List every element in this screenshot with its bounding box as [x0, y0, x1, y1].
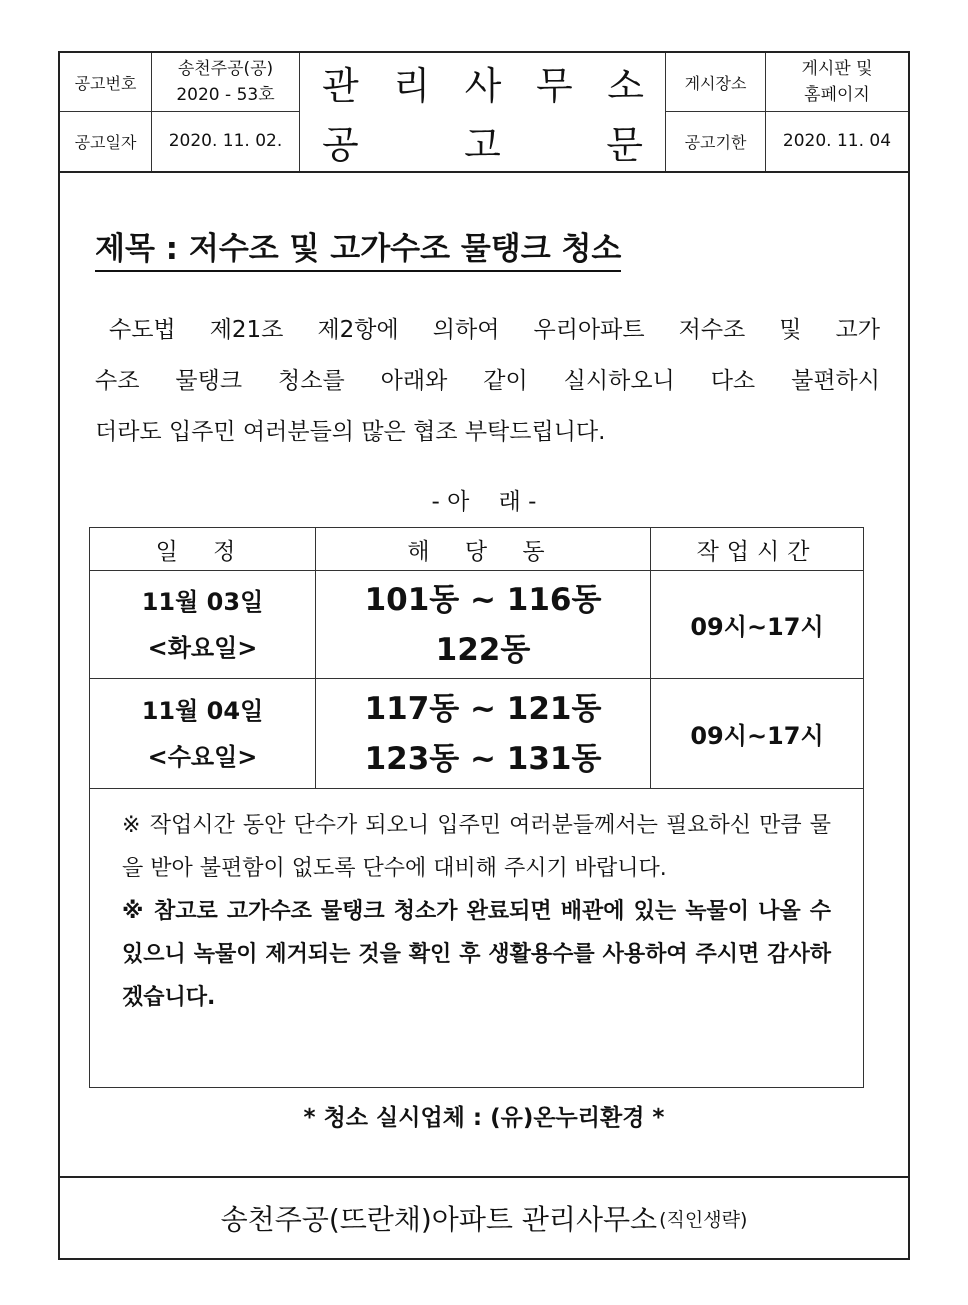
- schedule-header-date: 일 정: [90, 528, 316, 571]
- notice-date-label: 공고일자: [60, 111, 152, 171]
- schedule-buildings-line2: 122동: [435, 631, 531, 668]
- schedule-buildings-line1: 117동 ~ 121동: [364, 690, 602, 727]
- header-row-divider-right: [666, 111, 908, 112]
- intro-line1: 수도법 제21조 제2항에 의하여 우리아파트 저수조 및 고가: [109, 317, 880, 343]
- schedule-buildings-line1: 101동 ~ 116동: [364, 581, 602, 618]
- schedule-date-cell: [90, 571, 316, 679]
- schedule-time: 09시~17시: [651, 571, 864, 679]
- deadline-label: 공고기한: [666, 111, 766, 171]
- title-char: 리: [393, 63, 431, 108]
- schedule-day: <화요일>: [147, 633, 258, 662]
- notice-no-value: [152, 53, 300, 111]
- post-place-value: [766, 53, 908, 111]
- title-char: 문: [606, 122, 643, 167]
- intro-paragraph: [95, 305, 880, 458]
- title-char: 고: [464, 122, 501, 167]
- notice-header: [60, 53, 908, 173]
- title-char: 무: [535, 63, 573, 108]
- table-row: [90, 571, 864, 679]
- seal-note: (직인생략): [659, 1208, 748, 1231]
- note-water-cut: ※ 작업시간 동안 단수가 되오니 입주민 여러분들께서는 필요하신 만큼 물을 받아 불편함이 없도록 단수에 대비해 주시기 바랍니다.: [122, 813, 831, 881]
- schedule-time: 09시~17시: [651, 679, 864, 789]
- header-row-divider-left: [60, 111, 300, 112]
- subject-title: 제목 : 저수조 및 고가수조 물탱크 청소: [95, 223, 621, 272]
- notice-no-line2: 2020 - 53호: [176, 85, 275, 105]
- intro-line2: 수조 물탱크 청소를 아래와 같이 실시하오니 다소 불편하시: [95, 368, 880, 394]
- schedule-day: <수요일>: [147, 742, 258, 771]
- title-char: 사: [464, 63, 502, 108]
- intro-line3: 더라도 입주민 여러분들의 많은 협조 부탁드립니다.: [95, 419, 606, 445]
- post-place-line1: 게시판 및: [801, 59, 873, 79]
- schedule-date-cell: [90, 679, 316, 789]
- schedule-header-row: [90, 528, 864, 571]
- post-place-label: 게시장소: [666, 53, 766, 111]
- notice-no-label: 공고번호: [60, 53, 152, 111]
- title-char: 소: [607, 63, 644, 108]
- title-line1: [300, 53, 666, 111]
- schedule-buildings-cell: [316, 679, 651, 789]
- title-line2-text: [300, 114, 665, 169]
- notice-date-value: 2020. 11. 02.: [152, 111, 300, 171]
- title-char: 공: [322, 122, 359, 167]
- title-line1-text: [300, 55, 666, 110]
- title-char: 관: [322, 63, 359, 108]
- schedule-date: 11월 03일: [141, 587, 264, 616]
- deadline-value: 2020. 11. 04: [782, 131, 892, 151]
- below-heading: - 아 래 -: [431, 489, 537, 515]
- notes-box: [89, 788, 864, 1088]
- title-line2: [300, 111, 666, 171]
- post-place-line2: 홈페이지: [804, 85, 870, 105]
- table-row: [90, 679, 864, 789]
- schedule-header-time: 작업시간: [651, 528, 864, 571]
- note-rust-water: ※ 참고로 고가수조 물탱크 청소가 완료되면 배관에 있는 녹물이 나올 수 있으니 녹물이 제거되는 것을 확인 후 생활용수를 사용하여 주시면 감사하겠습니다.: [122, 899, 831, 1010]
- issuer-name: 송천주공(뜨란채)아파트 관리사무소: [220, 1203, 658, 1236]
- schedule-header-buildings: 해 당 동: [316, 528, 651, 571]
- notice-frame: [58, 51, 910, 1260]
- schedule-date: 11월 04일: [141, 696, 264, 725]
- vendor-line: * 청소 실시업체 : (유)온누리환경 *: [303, 1105, 665, 1131]
- schedule-buildings-line2: 123동 ~ 131동: [364, 740, 602, 777]
- footer-issuer: [60, 1176, 908, 1258]
- schedule-buildings-cell: [316, 571, 651, 679]
- schedule-table: [89, 527, 864, 789]
- notice-no-line1: 송천주공(공): [177, 59, 274, 79]
